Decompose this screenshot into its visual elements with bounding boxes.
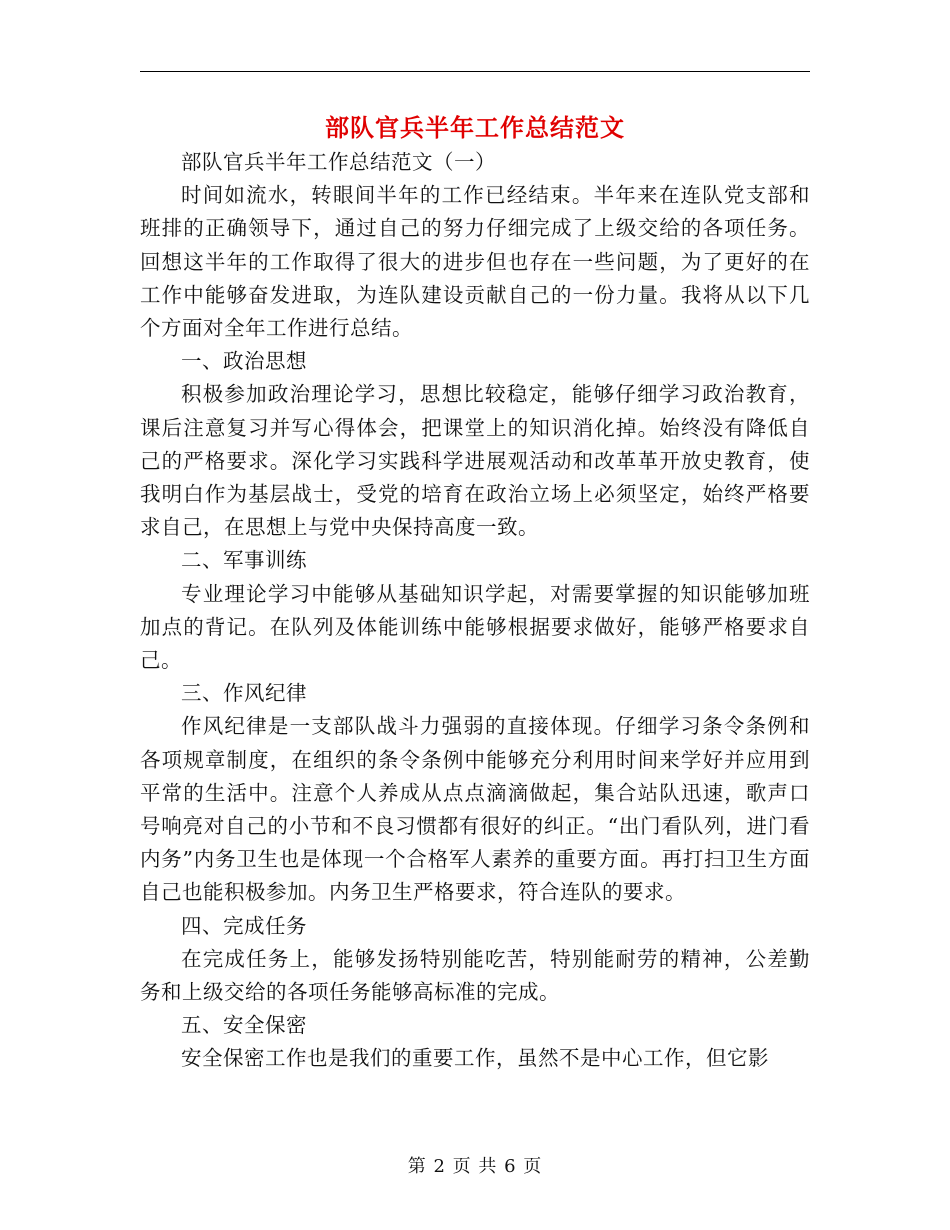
- section-heading-tasks: 四、完成任务: [181, 913, 307, 938]
- intro-paragraph: 时间如流水，转眼间半年的工作已经结束。半年来在连队党支部和班排的正确领导下，通过自己的努力仔细完成了上级交给的各项任务。回想这半年的工作取得了很大的进步但也存在一些问题，为了更好的在工作中能够奋发进取，为连队建设贡献自己的一份力量。我将从以下几个方面对全年工作进行总结。: [140, 183, 810, 341]
- section-heading-discipline: 三、作风纪律: [181, 681, 307, 706]
- section-heading-security: 五、安全保密: [181, 1013, 307, 1038]
- document-body: [140, 146, 810, 1076]
- subtitle-paragraph: 部队官兵半年工作总结范文（一）: [181, 150, 496, 174]
- politics-paragraph: 积极参加政治理论学习，思想比较稳定，能够仔细学习政治教育，课后注意复习并写心得体会，把课堂上的知识消化掉。始终没有降低自己的严格要求。深化学习实践科学进展观活动和改革革开放史教育，使我明白作为基层战士，受党的培育在政治立场上必须坚定，始终严格要求自己，在思想上与党中央保持高度一致。: [140, 382, 810, 540]
- training-paragraph: 专业理论学习中能够从基础知识学起，对需要掌握的知识能够加班加点的背记。在队列及体能训练中能够根据要求做好，能够严格要求自己。: [140, 581, 810, 673]
- tasks-paragraph: 在完成任务上，能够发扬特别能吃苦，特别能耐劳的精神，公差勤务和上级交给的各项任务能够高标准的完成。: [140, 946, 810, 1005]
- discipline-paragraph: 作风纪律是一支部队战斗力强弱的直接体现。仔细学习条令条例和各项规章制度，在组织的条令条例中能够充分利用时间来学好并应用到平常的生活中。注意个人养成从点点滴滴做起，集合站队迅速，歌声口号响亮对自己的小节和不良习惯都有很好的纠正。“出门看队列，进门看内务”内务卫生也是体现一个合格军人素养的重要方面。再打扫卫生方面自己也能积极参加。内务卫生严格要求，符合连队的要求。: [140, 714, 810, 905]
- section-heading-politics: 一、政治思想: [181, 349, 307, 374]
- document-title: 部队官兵半年工作总结范文: [325, 113, 625, 142]
- header-rule: [140, 71, 810, 72]
- security-paragraph: 安全保密工作也是我们的重要工作，虽然不是中心工作，但它影: [181, 1046, 769, 1071]
- page-number-footer: 第 2 页 共 6 页: [407, 1156, 543, 1177]
- section-heading-training: 二、军事训练: [181, 548, 307, 573]
